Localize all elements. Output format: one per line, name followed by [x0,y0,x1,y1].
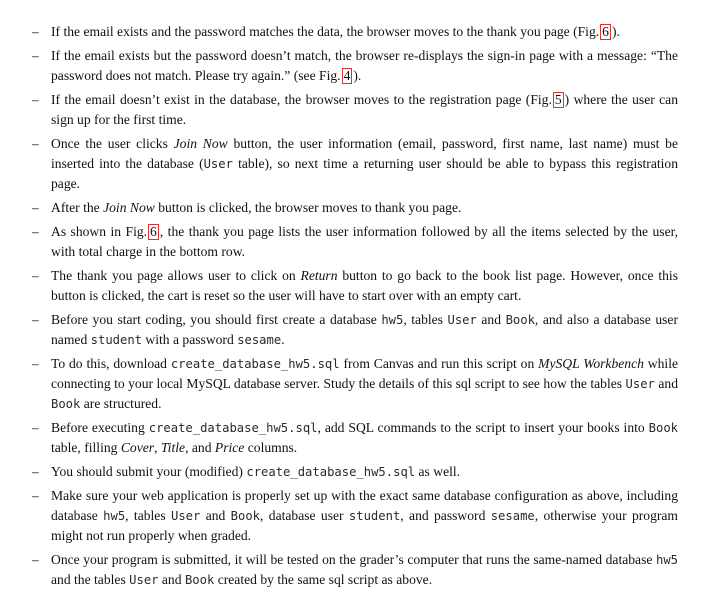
body-text: ) where the user can sign up for the first time. [51,92,678,127]
body-text: , and [185,440,215,455]
body-text: The thank you page allows user to click on [51,268,301,283]
body-text: , [154,440,161,455]
code-text: User [625,377,655,391]
body-text: , otherwise your program might not run properly when graded. [51,508,679,543]
emphasis-text: Return [300,268,338,283]
list-item [32,134,678,194]
body-text: . [281,332,285,347]
body-text: and [158,572,185,587]
body-text: Before executing [51,420,149,435]
body-text: as well. [415,464,461,479]
body-text: If the email doesn’t exist in the database, the browser moves to the registration page (Fig. [51,92,552,107]
code-text: Book [648,421,679,435]
body-text: are structured. [80,396,162,411]
body-text: button is clicked, the browser moves to thank you page. [154,200,462,215]
body-text: Once your program is submitted, it will be tested on the grader’s computer that runs the same-named database [51,552,656,567]
list-item [32,310,678,350]
body-text: , the thank you page lists the user information followed by all the items selected by the user, with total charge in the bottom row. [51,224,679,259]
body-text: and [200,508,231,523]
figure-reference-link[interactable]: 6 [602,24,609,39]
code-text: create_database_hw5.sql [170,357,340,371]
list-item [32,266,678,306]
code-text: Book [184,573,215,587]
body-text: You should submit your (modified) [51,464,247,479]
body-text: After the [51,200,104,215]
code-text: student [90,333,143,347]
list-item [32,198,678,218]
emphasis-text: Join Now [173,136,228,151]
code-text: create_database_hw5.sql [148,421,318,435]
body-text: To do this, download [51,356,171,371]
body-text: , add SQL commands to the script to insert your books into [317,420,649,435]
body-text: Make sure your web application is properly set up with the exact same database configuration as above, including database [51,488,678,523]
body-text: ). [353,68,362,83]
body-text: and [654,376,678,391]
code-text: User [203,157,233,171]
emphasis-text: Title [160,440,186,455]
code-text: sesame [490,509,535,523]
body-text: If the email exists and the password matches the data, the browser moves to the thank you page (Fig. [51,24,600,39]
code-text: User [129,573,159,587]
emphasis-text: Cover [120,440,155,455]
list-item [32,486,678,546]
list-item [32,462,678,482]
body-text: table, filling [51,440,121,455]
figure-reference-link[interactable]: 5 [554,92,562,107]
list-item [32,90,678,130]
code-text: User [170,509,201,523]
emphasis-text: Price [214,440,245,455]
code-text: hw5 [381,313,404,327]
body-text: while connecting to your local MySQL database server. Study the details of this sql script to see how the tables [51,356,678,391]
body-text: created by the same sql script as above. [214,572,433,587]
body-text: columns. [244,440,298,455]
figure-reference-link[interactable]: 6 [150,224,157,239]
list-item [32,418,678,458]
figure-reference-link[interactable]: 4 [343,68,351,83]
body-text: , and also a database user named [51,312,678,347]
body-text: and the tables [51,572,130,587]
body-text: Once the user clicks [51,136,174,151]
code-text: sesame [237,333,282,347]
body-text: , and password [400,508,491,523]
code-text: Book [51,397,81,411]
body-text: , tables [403,312,448,327]
list-item [32,22,678,42]
code-text: hw5 [103,509,126,523]
body-text: with a password [142,332,238,347]
body-text: from Canvas and run this script on [339,356,539,371]
code-text: student [348,509,401,523]
body-text: , database user [260,508,349,523]
body-text: button to go back to the book list page. However, once this button is clicked, the cart is reset so the user will have to start over with an empty cart. [51,268,678,303]
body-text: ). [611,24,620,39]
list-item [32,354,678,414]
body-text: As shown in Fig. [51,224,148,239]
body-text: and [476,312,506,327]
body-text: table), so next time a returning user should be able to bypass this registration page. [51,156,678,191]
emphasis-text: MySQL Workbench [538,356,644,371]
code-text: create_database_hw5.sql [246,465,416,479]
list-item [32,550,678,590]
body-text: button, the user information (email, password, first name, last name) must be inserted into the database ( [51,136,678,171]
list-item [32,46,678,86]
code-text: Book [230,509,261,523]
code-text: hw5 [655,553,678,567]
emphasis-text: Join Now [103,200,155,215]
list-item [32,222,678,262]
document-page [32,22,678,594]
body-text: Before you start coding, you should first create a database [51,312,382,327]
body-text: , tables [125,508,171,523]
code-text: Book [505,313,535,327]
code-text: User [447,313,477,327]
body-text: If the email exists but the password doesn’t match, the browser re-displays the sign-in page with a message: “The password does not match. Please try again.” (see Fig. [51,48,678,83]
bullet-list [32,22,678,590]
